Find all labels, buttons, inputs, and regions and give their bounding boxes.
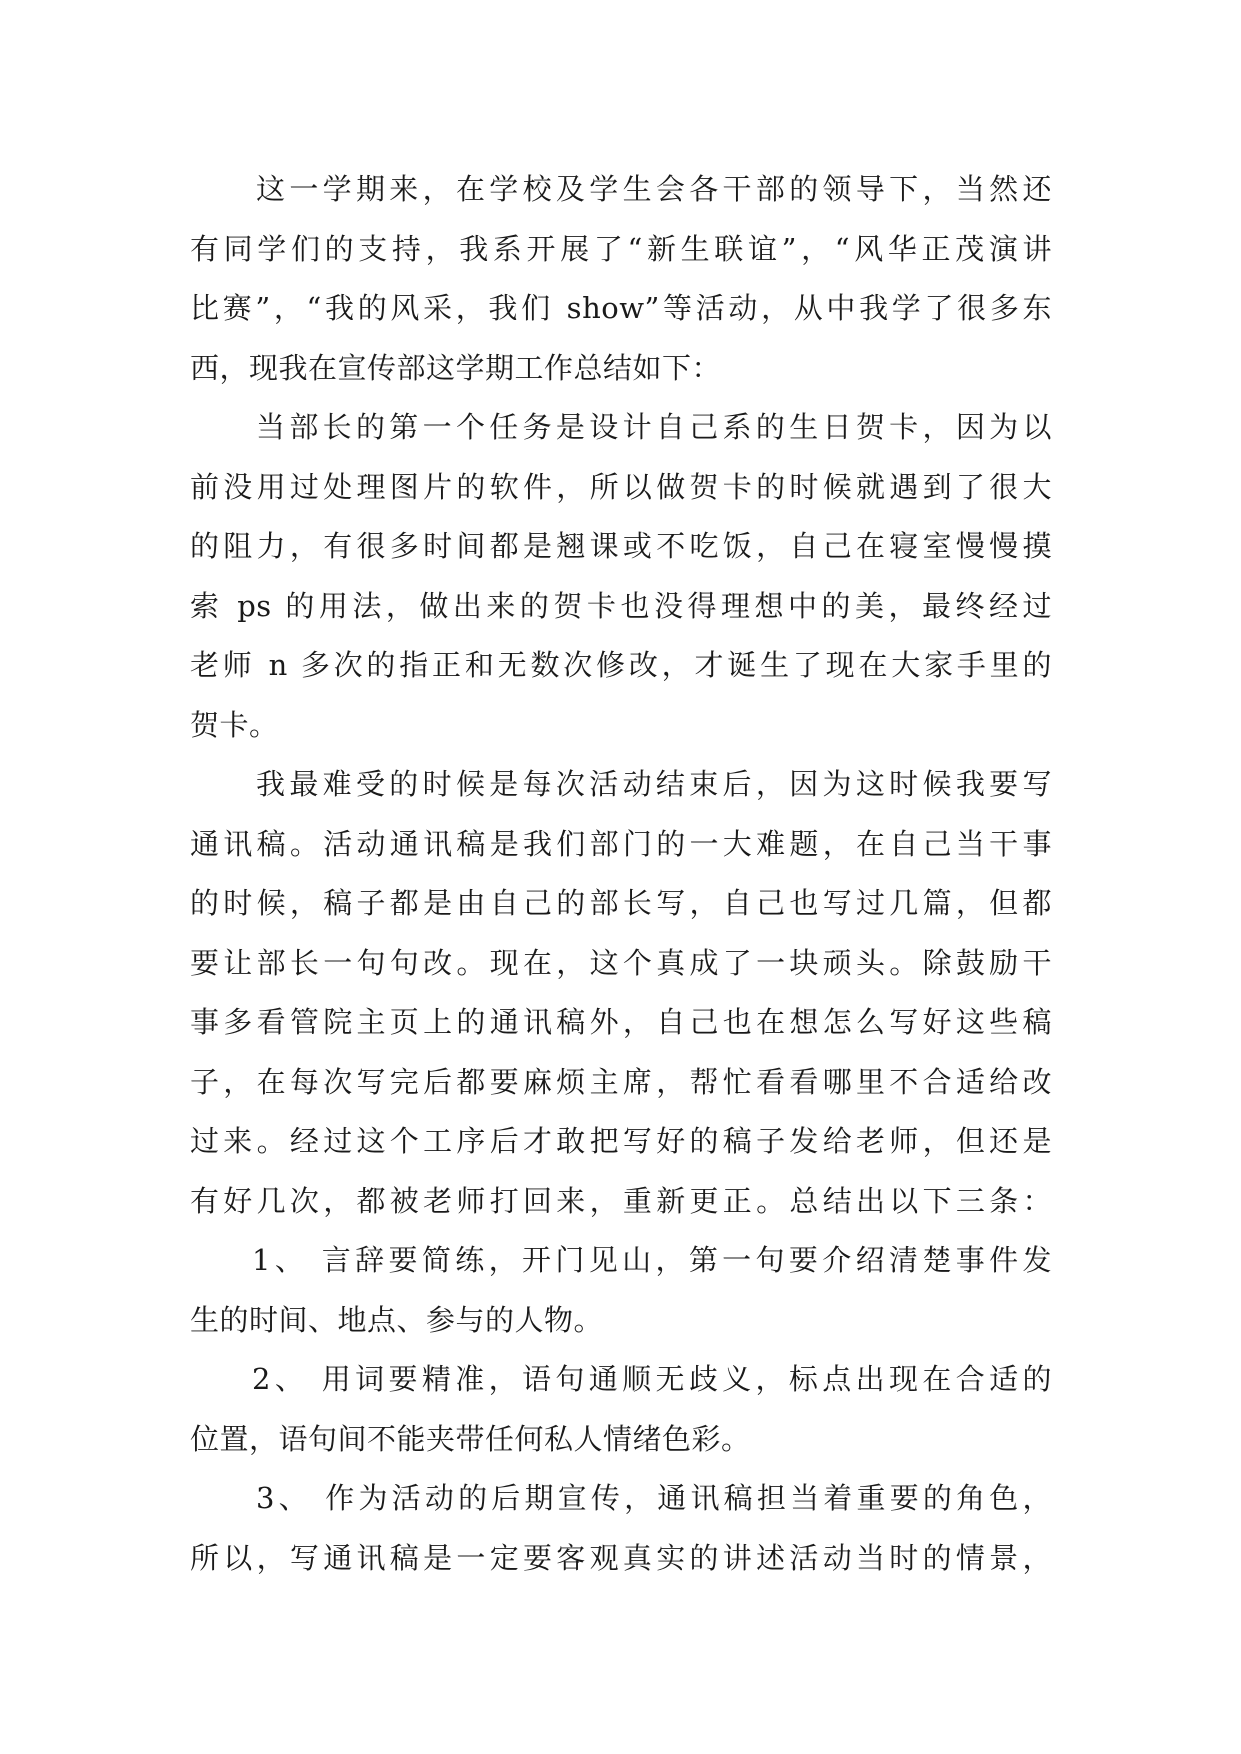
paragraph-3-line-5: 事多看管院主页上的通讯稿外，自己也在想怎么写好这些稿	[190, 1005, 1052, 1039]
document-body	[190, 160, 1052, 1588]
paragraph-2-line-2: 前没用过处理图片的软件，所以做贺卡的时候就遇到了很大	[190, 469, 1052, 504]
paragraph-3-line-1: 我最难受的时候是每次活动结束后，因为这时候我要写	[256, 767, 1052, 801]
list-item-1-line-2: 生的时间、地点、参与的人物。	[190, 1302, 604, 1337]
paragraph-3-line-2: 通讯稿。活动通讯稿是我们部门的一大难题，在自己当干事	[190, 826, 1052, 861]
list-item-3-line-2: 所以，写通讯稿是一定要客观真实的讲述活动当时的情景，	[190, 1540, 1052, 1575]
paragraph-2-line-5: 老师 n 多次的指正和无数次修改，才诞生了现在大家手里的	[190, 648, 1052, 682]
paragraph-1-line-3: 比赛”，“我的风采，我们 show”等活动，从中我学了很多东	[190, 291, 1052, 325]
list-item-1-line-1: 1、 言辞要简练，开门见山，第一句要介绍清楚事件发	[252, 1243, 1052, 1277]
list-item-3-line-1: 3、 作为活动的后期宣传，通讯稿担当着重要的角色，	[256, 1481, 1052, 1515]
paragraph-2-line-1: 当部长的第一个任务是设计自己系的生日贺卡，因为以	[256, 410, 1052, 444]
paragraph-1-line-1: 这一学期来，在学校及学生会各干部的领导下，当然还	[256, 172, 1052, 206]
paragraph-3-line-4: 要让部长一句句改。现在，这个真成了一块顽头。除鼓励干	[190, 945, 1052, 980]
paragraph-2-line-6: 贺卡。	[190, 707, 279, 742]
paragraph-2-line-4: 索 ps 的用法，做出来的贺卡也没得理想中的美，最终经过	[190, 588, 1052, 623]
paragraph-2-line-3: 的阻力，有很多时间都是翘课或不吃饭，自己在寝室慢慢摸	[190, 529, 1052, 563]
list-item-2-line-2: 位置，语句间不能夹带任何私人情绪色彩。	[190, 1421, 751, 1456]
paragraph-1-line-2: 有同学们的支持，我系开展了“新生联谊”，“风华正茂演讲	[190, 231, 1052, 266]
paragraph-3-line-7: 过来。经过这个工序后才敢把写好的稿子发给老师，但还是	[190, 1124, 1052, 1158]
list-item-2-line-1: 2、 用词要精准，语句通顺无歧义，标点出现在合适的	[252, 1362, 1052, 1396]
paragraph-3-line-3: 的时候，稿子都是由自己的部长写，自己也写过几篇，但都	[190, 886, 1052, 920]
paragraph-3-line-6: 子，在每次写完后都要麻烦主席，帮忙看看哪里不合适给改	[190, 1064, 1052, 1099]
paragraph-3-line-8: 有好几次，都被老师打回来，重新更正。总结出以下三条：	[190, 1183, 1052, 1218]
paragraph-1-line-4: 西，现我在宣传部这学期工作总结如下：	[190, 350, 722, 385]
